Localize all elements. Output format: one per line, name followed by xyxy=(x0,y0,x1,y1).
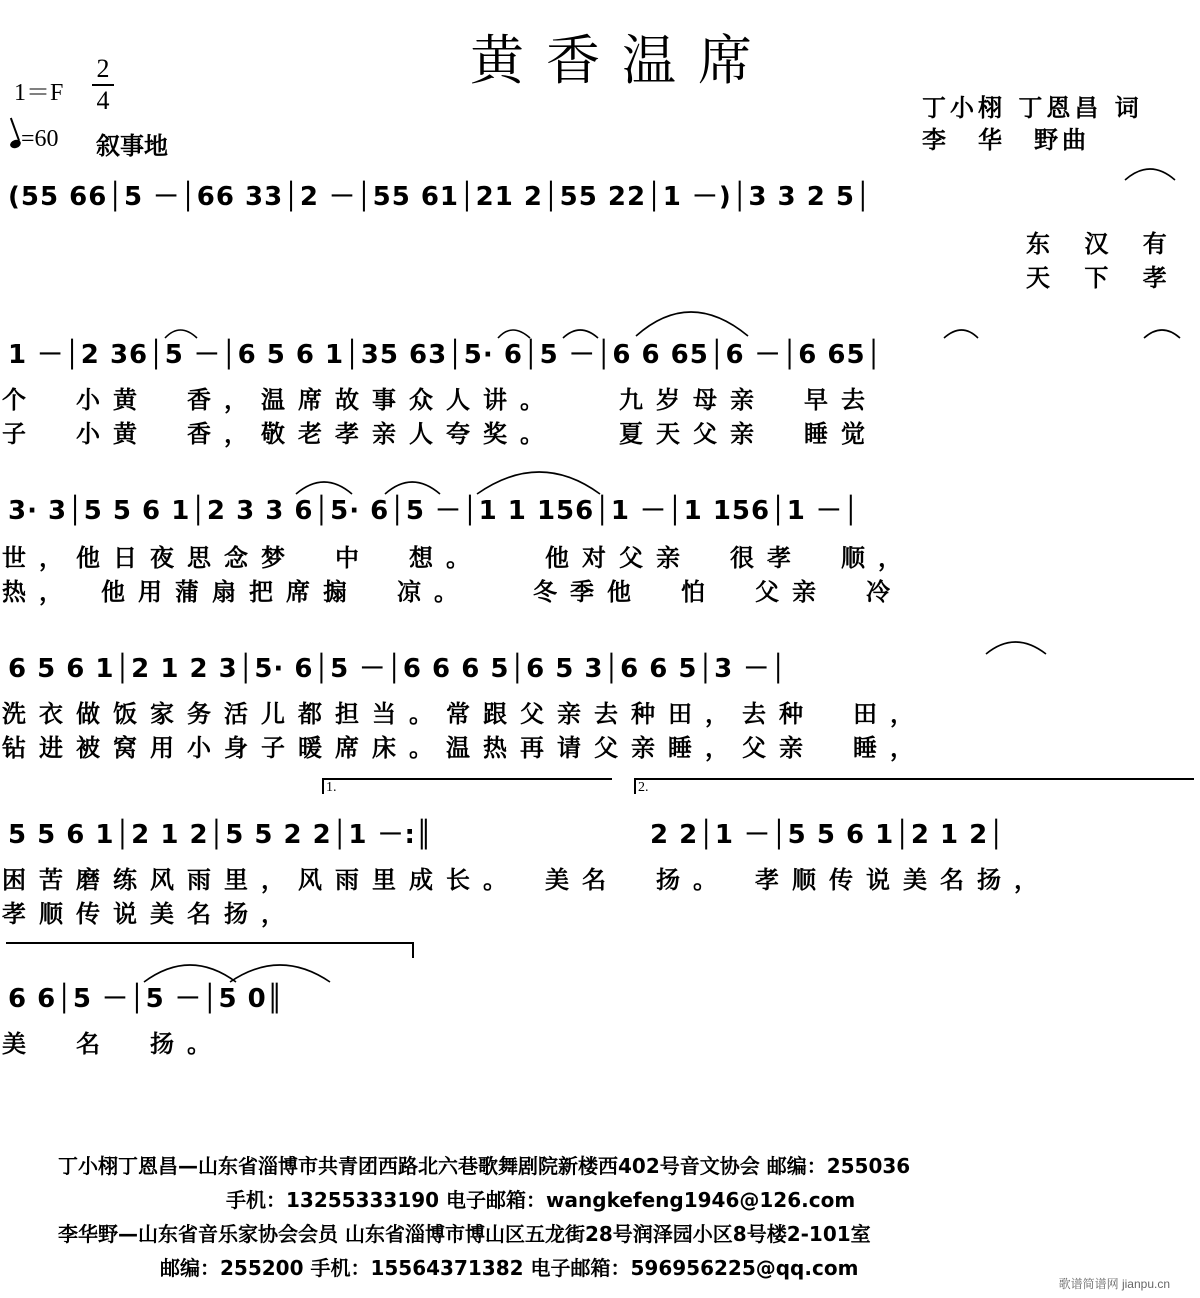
lyrics-line-5-verse-2: 孝顺传说美名扬， xyxy=(2,900,298,928)
lyrics-line-4-verse-1: 洗衣做饭家务活儿都担当。常跟父亲去种田，去种 田， xyxy=(2,700,927,728)
score-line-5b: 2 2│1 －│5 5 6 1│2 1 2│ xyxy=(650,820,1005,850)
style-marking: 叙事地 xyxy=(96,132,168,160)
key-signature: 1＝F xyxy=(14,80,64,106)
song-title: 黄香温席 xyxy=(470,29,774,92)
score-line-1: (55 66│5 －│66 33│2 －│55 61│21 2│55 22│1 －)│3 3 2 5│ xyxy=(8,182,872,212)
lyrics-line-1-verse-2: 天 下 孝 xyxy=(1026,264,1180,292)
slur-mark xyxy=(477,472,600,494)
slur-mark xyxy=(636,312,748,336)
slur-mark xyxy=(230,965,330,982)
slur-mark xyxy=(563,330,598,338)
footer-lyricist-address: 丁小栩丁恩昌—山东省淄博市共青团西路北六巷歌舞剧院新楼西402号音文协会 邮编：255036 xyxy=(58,1154,911,1178)
footer-lyricist-contact: 手机：13255333190 电子邮箱：wangkefeng1946@126.com xyxy=(226,1188,856,1212)
lyrics-line-5-verse-1: 困苦磨练风雨里，风雨里成长。 美名 扬。 孝顺传说美名扬， xyxy=(2,866,1051,894)
lyrics-line-2-verse-2: 子 小黄 香，敬老孝亲人夸奖。 夏天父亲 睡觉 xyxy=(2,420,878,448)
score-line-6: 6 6│5 －│5 －│5 0║ xyxy=(8,984,284,1014)
slur-mark xyxy=(1144,330,1180,338)
slur-mark xyxy=(144,965,236,982)
lyricist-credit: 丁小栩 丁恩昌 词 xyxy=(922,94,1143,122)
slur-mark xyxy=(165,330,197,338)
score-line-2: 1 －│2 36│5 －│6 5 6 1│35 63│5· 6│5 －│6 6 65│6 －│6 65│ xyxy=(8,340,883,370)
lyrics-line-1-verse-1: 东 汉 有 xyxy=(1026,230,1180,258)
lyrics-line-2-verse-1: 个 小黄 香，温席故事众人讲。 九岁母亲 早去 xyxy=(2,386,878,414)
tempo-value: =60 xyxy=(21,126,59,152)
slur-mark xyxy=(986,642,1046,654)
score-line-3: 3· 3│5 5 6 1│2 3 3 6│5· 6│5 －│1 1 156│1 －│1 156│1 －│ xyxy=(8,496,860,526)
composer-credit: 李 华 野曲 xyxy=(922,126,1090,154)
slur-mark xyxy=(498,330,530,338)
lyrics-line-4-verse-2: 钻进被窝用小身子暖席床。温热再请父亲睡，父亲 睡， xyxy=(2,734,927,762)
footer-composer-address: 李华野—山东省音乐家协会会员 山东省淄博市博山区五龙街28号润泽园小区8号楼2-101室 xyxy=(58,1222,871,1246)
volta-1-label: 1. xyxy=(326,780,337,795)
time-signature-bottom: 4 xyxy=(96,86,110,115)
score-line-4: 6 5 6 1│2 1 2 3│5· 6│5 －│6 6 6 5│6 5 3│6 6 5│3 －│ xyxy=(8,654,787,684)
lyrics-line-3-verse-1: 世，他日夜思念梦 中 想。 他对父亲 很孝 顺， xyxy=(2,544,915,572)
time-signature-top: 2 xyxy=(96,54,110,83)
slur-mark xyxy=(296,482,352,494)
lyrics-line-6-verse-1: 美 名 扬。 xyxy=(2,1030,224,1058)
footer-composer-contact: 邮编：255200 手机：15564371382 电子邮箱：596956225@qq.com xyxy=(160,1256,859,1280)
slur-mark xyxy=(385,482,440,494)
slur-mark xyxy=(944,330,978,338)
site-watermark: 歌谱简谱网 jianpu.cn xyxy=(1058,1277,1170,1291)
slur-mark xyxy=(1125,169,1175,180)
volta-2-label: 2. xyxy=(638,780,649,795)
score-line-5a: 5 5 6 1│2 1 2│5 5 2 2│1 －:║ xyxy=(8,820,433,850)
lyrics-line-3-verse-2: 热， 他用蒲扇把席搧 凉。 冬季他 怕 父亲 冷 xyxy=(2,578,903,606)
